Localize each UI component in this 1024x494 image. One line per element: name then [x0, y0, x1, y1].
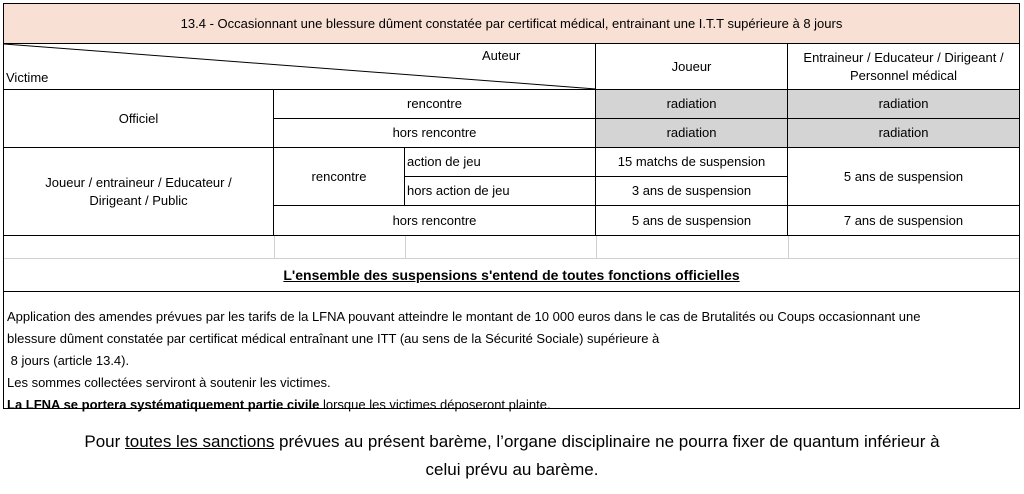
- joueur-header: Joueur: [596, 44, 788, 90]
- footer-line-1: [0, 428, 1024, 456]
- footer-note: [0, 428, 1024, 484]
- auteur-label: Auteur: [482, 48, 521, 63]
- partie-civile-rest: lorsque les victimes déposeront plainte.: [319, 397, 551, 412]
- officiel-label: Officiel: [4, 90, 274, 148]
- joueur-hors-rencontre-entraineur: 7 ans de suspension: [788, 206, 1019, 236]
- joueur-hors-rencontre-label: hors rencontre: [274, 206, 596, 236]
- officiel-rencontre-label: rencontre: [274, 90, 596, 119]
- application-line: 8 jours (article 13.4).: [7, 353, 130, 368]
- application-line: Les sommes collectées serviront à soutenir les victimes.: [7, 375, 331, 390]
- action-jeu-label: action de jeu: [405, 148, 596, 177]
- footer-underlined: toutes les sanctions: [125, 432, 275, 451]
- sanctions-table: [3, 3, 1020, 412]
- officiel-hors-rencontre-joueur: radiation: [596, 119, 788, 148]
- application-line: blessure dûment constatée par certificat médical entraînant une ITT (au sens de la Sécurité Sociale) supérieure à: [7, 331, 660, 346]
- suspension-note: L'ensemble des suspensions s'entend de toutes fonctions officielles: [4, 259, 1019, 292]
- grid-line: [274, 236, 275, 258]
- grid-line: [405, 236, 406, 258]
- application-paragraph: [7, 306, 1017, 416]
- joueur-group-label: Joueur / entraineur / Educateur / Dirigeant / Public: [4, 148, 274, 236]
- entraineur-header: Entraineur / Educateur / Dirigeant / Personnel médical: [788, 44, 1019, 90]
- table-title: 13.4 - Occasionnant une blessure dûment constatée par certificat médical, entrainant une I.T.T supérieure à 8 jours: [4, 4, 1019, 44]
- action-jeu-joueur: 15 matchs de suspension: [596, 148, 788, 177]
- grid-line: [596, 236, 597, 258]
- joueur-rencontre-label: rencontre: [274, 148, 405, 206]
- application-line: Application des amendes prévues par les tarifs de la LFNA pouvant atteindre le montant de 10 000 euros dans le cas de Brutalités ou Coups occasionnant une: [7, 309, 921, 324]
- hors-action-jeu-joueur: 3 ans de suspension: [596, 177, 788, 206]
- footer-text: Pour: [84, 432, 126, 451]
- officiel-hors-rencontre-entraineur: radiation: [788, 119, 1019, 148]
- footer-line-2: celui prévu au barème.: [425, 460, 599, 479]
- officiel-hors-rencontre-label: hors rencontre: [274, 119, 596, 148]
- auteur-victime-header: [4, 44, 596, 90]
- hors-action-jeu-label: hors action de jeu: [405, 177, 596, 206]
- officiel-rencontre-entraineur: radiation: [788, 90, 1019, 119]
- application-line: [7, 394, 1017, 416]
- grid-line: [788, 236, 789, 258]
- victime-label: Victime: [6, 70, 49, 85]
- partie-civile-bold: La LFNA se portera systématiquement partie civile: [7, 397, 320, 412]
- rencontre-entraineur: 5 ans de suspension: [788, 148, 1019, 206]
- joueur-hors-rencontre-joueur: 5 ans de suspension: [596, 206, 788, 236]
- officiel-rencontre-joueur: radiation: [596, 90, 788, 119]
- footer-text: prévues au présent barème, l’organe disciplinaire ne pourra fixer de quantum inférieur à: [274, 432, 940, 451]
